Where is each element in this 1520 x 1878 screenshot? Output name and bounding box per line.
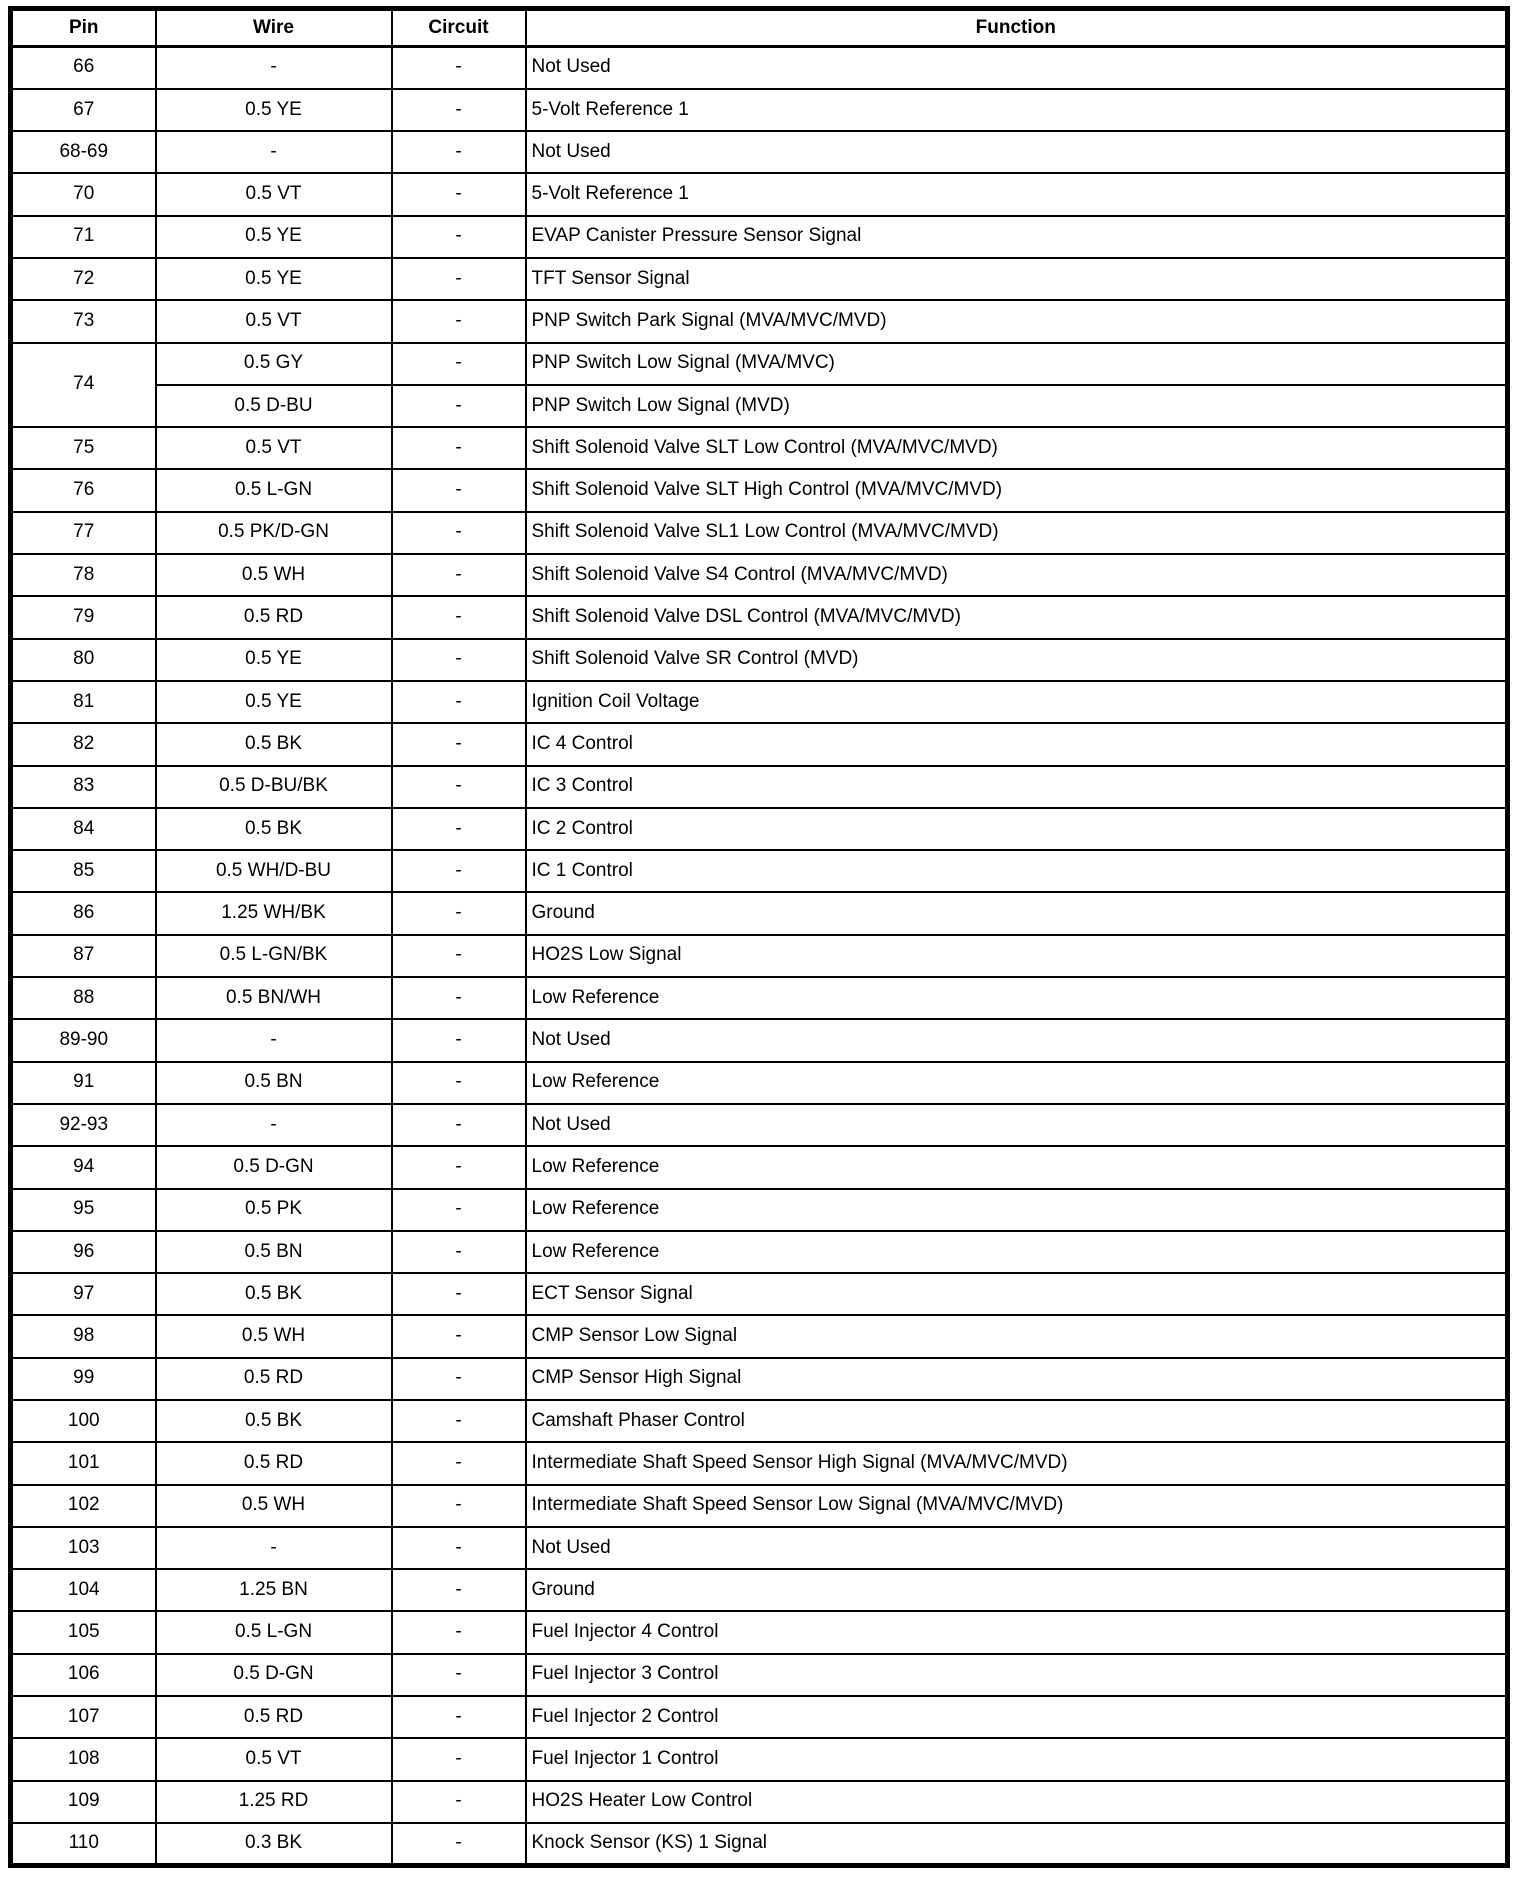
pin-cell: 110 <box>11 1823 156 1866</box>
wire-cell: - <box>156 1019 392 1061</box>
circuit-cell: - <box>392 1358 526 1400</box>
function-cell: 5-Volt Reference 1 <box>526 173 1508 215</box>
circuit-cell: - <box>392 596 526 638</box>
function-cell: Ground <box>526 892 1508 934</box>
pin-cell: 84 <box>11 808 156 850</box>
pin-cell: 95 <box>11 1189 156 1231</box>
column-header-function: Function <box>526 9 1508 47</box>
wire-cell: 0.5 BK <box>156 808 392 850</box>
wire-cell: - <box>156 1104 392 1146</box>
wire-cell: 1.25 BN <box>156 1569 392 1611</box>
wire-cell: 0.5 YE <box>156 216 392 258</box>
table-row <box>11 1611 1508 1653</box>
circuit-cell: - <box>392 469 526 511</box>
circuit-cell: - <box>392 131 526 173</box>
table-row <box>11 766 1508 808</box>
circuit-cell: - <box>392 512 526 554</box>
circuit-cell: - <box>392 173 526 215</box>
pin-cell: 83 <box>11 766 156 808</box>
wire-cell: 0.5 VT <box>156 1738 392 1780</box>
wire-cell: 0.5 RD <box>156 1358 392 1400</box>
circuit-cell: - <box>392 850 526 892</box>
table-row <box>11 681 1508 723</box>
function-cell: TFT Sensor Signal <box>526 258 1508 300</box>
pin-cell: 88 <box>11 977 156 1019</box>
circuit-cell: - <box>392 47 526 89</box>
circuit-cell: - <box>392 1527 526 1569</box>
pin-cell: 89-90 <box>11 1019 156 1061</box>
function-cell: Low Reference <box>526 977 1508 1019</box>
table-row <box>11 427 1508 469</box>
function-cell: ECT Sensor Signal <box>526 1273 1508 1315</box>
circuit-cell: - <box>392 89 526 131</box>
function-cell: Shift Solenoid Valve SL1 Low Control (MVA/MVC/MVD) <box>526 512 1508 554</box>
pin-cell: 73 <box>11 300 156 342</box>
table-row <box>11 892 1508 934</box>
wire-cell: - <box>156 47 392 89</box>
function-cell: HO2S Low Signal <box>526 935 1508 977</box>
circuit-cell: - <box>392 554 526 596</box>
function-cell: HO2S Heater Low Control <box>526 1781 1508 1823</box>
circuit-cell: - <box>392 216 526 258</box>
wire-cell: 0.5 RD <box>156 596 392 638</box>
function-cell: Shift Solenoid Valve SR Control (MVD) <box>526 639 1508 681</box>
function-cell: Camshaft Phaser Control <box>526 1400 1508 1442</box>
table-row <box>11 1189 1508 1231</box>
wire-cell: 0.5 BK <box>156 723 392 765</box>
wire-cell: 0.5 D-GN <box>156 1654 392 1696</box>
pin-cell: 100 <box>11 1400 156 1442</box>
table-row <box>11 554 1508 596</box>
table-row <box>11 1781 1508 1823</box>
function-cell: Intermediate Shaft Speed Sensor High Signal (MVA/MVC/MVD) <box>526 1442 1508 1484</box>
function-cell: Low Reference <box>526 1146 1508 1188</box>
circuit-cell: - <box>392 808 526 850</box>
table-row <box>11 469 1508 511</box>
function-cell: Not Used <box>526 1019 1508 1061</box>
function-cell: CMP Sensor Low Signal <box>526 1315 1508 1357</box>
circuit-cell: - <box>392 1569 526 1611</box>
wire-cell: 0.5 VT <box>156 427 392 469</box>
pin-cell: 72 <box>11 258 156 300</box>
circuit-cell: - <box>392 385 526 427</box>
wire-cell: 0.5 D-BU <box>156 385 392 427</box>
pin-cell: 108 <box>11 1738 156 1780</box>
function-cell: IC 1 Control <box>526 850 1508 892</box>
pin-cell: 74 <box>11 343 156 428</box>
circuit-cell: - <box>392 892 526 934</box>
circuit-cell: - <box>392 427 526 469</box>
pin-cell: 109 <box>11 1781 156 1823</box>
pin-cell: 66 <box>11 47 156 89</box>
wire-cell: 0.5 WH/D-BU <box>156 850 392 892</box>
pin-cell: 99 <box>11 1358 156 1400</box>
table-row <box>11 639 1508 681</box>
circuit-cell: - <box>392 258 526 300</box>
circuit-cell: - <box>392 1781 526 1823</box>
pin-cell: 97 <box>11 1273 156 1315</box>
pin-cell: 71 <box>11 216 156 258</box>
wire-cell: 0.5 WH <box>156 554 392 596</box>
function-cell: Ignition Coil Voltage <box>526 681 1508 723</box>
circuit-cell: - <box>392 977 526 1019</box>
table-row <box>11 850 1508 892</box>
function-cell: Low Reference <box>526 1062 1508 1104</box>
pin-cell: 81 <box>11 681 156 723</box>
table-row <box>11 343 1508 385</box>
function-cell: Fuel Injector 2 Control <box>526 1696 1508 1738</box>
wire-cell: - <box>156 131 392 173</box>
pin-cell: 67 <box>11 89 156 131</box>
pin-cell: 102 <box>11 1485 156 1527</box>
wire-cell: 0.5 D-BU/BK <box>156 766 392 808</box>
function-cell: Intermediate Shaft Speed Sensor Low Signal (MVA/MVC/MVD) <box>526 1485 1508 1527</box>
table-row <box>11 173 1508 215</box>
table-row <box>11 216 1508 258</box>
table-row <box>11 1358 1508 1400</box>
pin-cell: 87 <box>11 935 156 977</box>
table-row <box>11 1442 1508 1484</box>
wire-cell: 0.5 L-GN <box>156 469 392 511</box>
table-row <box>11 1231 1508 1273</box>
pin-cell: 92-93 <box>11 1104 156 1146</box>
pin-cell: 106 <box>11 1654 156 1696</box>
pin-cell: 85 <box>11 850 156 892</box>
pin-cell: 82 <box>11 723 156 765</box>
function-cell: CMP Sensor High Signal <box>526 1358 1508 1400</box>
circuit-cell: - <box>392 1485 526 1527</box>
table-row <box>11 935 1508 977</box>
wire-cell: 0.5 YE <box>156 258 392 300</box>
circuit-cell: - <box>392 1738 526 1780</box>
circuit-cell: - <box>392 1823 526 1866</box>
pin-cell: 79 <box>11 596 156 638</box>
wire-cell: 0.5 D-GN <box>156 1146 392 1188</box>
pin-cell: 107 <box>11 1696 156 1738</box>
table-row <box>11 1527 1508 1569</box>
circuit-cell: - <box>392 723 526 765</box>
table-row <box>11 1485 1508 1527</box>
function-cell: Fuel Injector 3 Control <box>526 1654 1508 1696</box>
function-cell: 5-Volt Reference 1 <box>526 89 1508 131</box>
wire-cell: 0.5 WH <box>156 1485 392 1527</box>
wire-cell: 0.5 BK <box>156 1400 392 1442</box>
table-row <box>11 596 1508 638</box>
wire-cell: 0.5 YE <box>156 89 392 131</box>
circuit-cell: - <box>392 1400 526 1442</box>
circuit-cell: - <box>392 1696 526 1738</box>
table-row <box>11 723 1508 765</box>
table-row <box>11 258 1508 300</box>
circuit-cell: - <box>392 681 526 723</box>
function-cell: Low Reference <box>526 1231 1508 1273</box>
function-cell: Fuel Injector 4 Control <box>526 1611 1508 1653</box>
wire-cell: 0.5 VT <box>156 173 392 215</box>
circuit-cell: - <box>392 1104 526 1146</box>
function-cell: Shift Solenoid Valve SLT High Control (MVA/MVC/MVD) <box>526 469 1508 511</box>
table-row <box>11 385 1508 427</box>
pin-cell: 91 <box>11 1062 156 1104</box>
table-row <box>11 977 1508 1019</box>
wire-cell: 0.5 PK/D-GN <box>156 512 392 554</box>
table-row <box>11 1019 1508 1061</box>
wire-cell: 1.25 WH/BK <box>156 892 392 934</box>
wire-cell: 0.5 YE <box>156 681 392 723</box>
function-cell: Ground <box>526 1569 1508 1611</box>
wire-cell: 0.5 YE <box>156 639 392 681</box>
wire-cell: 0.5 L-GN <box>156 1611 392 1653</box>
pin-cell: 94 <box>11 1146 156 1188</box>
function-cell: Not Used <box>526 1527 1508 1569</box>
function-cell: Shift Solenoid Valve SLT Low Control (MVA/MVC/MVD) <box>526 427 1508 469</box>
table-row <box>11 1315 1508 1357</box>
function-cell: Knock Sensor (KS) 1 Signal <box>526 1823 1508 1866</box>
pin-cell: 104 <box>11 1569 156 1611</box>
wire-cell: 0.5 RD <box>156 1696 392 1738</box>
wire-cell: 0.5 BK <box>156 1273 392 1315</box>
wire-cell: 0.5 WH <box>156 1315 392 1357</box>
circuit-cell: - <box>392 935 526 977</box>
pin-cell: 80 <box>11 639 156 681</box>
pin-cell: 103 <box>11 1527 156 1569</box>
wire-cell: 0.5 BN <box>156 1062 392 1104</box>
wire-cell: 0.5 BN/WH <box>156 977 392 1019</box>
pin-cell: 77 <box>11 512 156 554</box>
column-header-wire: Wire <box>156 9 392 47</box>
pin-cell: 68-69 <box>11 131 156 173</box>
wire-cell: - <box>156 1527 392 1569</box>
table-row <box>11 1654 1508 1696</box>
table-row <box>11 1569 1508 1611</box>
circuit-cell: - <box>392 1611 526 1653</box>
circuit-cell: - <box>392 300 526 342</box>
table-row <box>11 1273 1508 1315</box>
function-cell: IC 4 Control <box>526 723 1508 765</box>
table-row <box>11 808 1508 850</box>
table-row <box>11 300 1508 342</box>
wire-cell: 0.5 GY <box>156 343 392 385</box>
function-cell: Shift Solenoid Valve S4 Control (MVA/MVC/MVD) <box>526 554 1508 596</box>
circuit-cell: - <box>392 1315 526 1357</box>
circuit-cell: - <box>392 639 526 681</box>
circuit-cell: - <box>392 343 526 385</box>
function-cell: PNP Switch Low Signal (MVD) <box>526 385 1508 427</box>
wire-cell: 0.5 L-GN/BK <box>156 935 392 977</box>
wire-cell: 0.5 PK <box>156 1189 392 1231</box>
circuit-cell: - <box>392 1062 526 1104</box>
header-row <box>11 9 1508 47</box>
table-row <box>11 131 1508 173</box>
table-row <box>11 1104 1508 1146</box>
pin-cell: 86 <box>11 892 156 934</box>
function-cell: Fuel Injector 1 Control <box>526 1738 1508 1780</box>
table-row <box>11 89 1508 131</box>
pin-cell: 70 <box>11 173 156 215</box>
wire-cell: 0.5 BN <box>156 1231 392 1273</box>
table-row <box>11 1146 1508 1188</box>
circuit-cell: - <box>392 1442 526 1484</box>
wire-cell: 0.3 BK <box>156 1823 392 1866</box>
function-cell: Not Used <box>526 1104 1508 1146</box>
table-row <box>11 1738 1508 1780</box>
circuit-cell: - <box>392 1273 526 1315</box>
pin-cell: 98 <box>11 1315 156 1357</box>
circuit-cell: - <box>392 1654 526 1696</box>
function-cell: PNP Switch Low Signal (MVA/MVC) <box>526 343 1508 385</box>
function-cell: Not Used <box>526 47 1508 89</box>
table-row <box>11 47 1508 89</box>
column-header-pin: Pin <box>11 9 156 47</box>
table-row <box>11 1823 1508 1866</box>
circuit-cell: - <box>392 766 526 808</box>
pin-cell: 101 <box>11 1442 156 1484</box>
table-row <box>11 1696 1508 1738</box>
function-cell: Shift Solenoid Valve DSL Control (MVA/MVC/MVD) <box>526 596 1508 638</box>
pin-cell: 96 <box>11 1231 156 1273</box>
pin-cell: 78 <box>11 554 156 596</box>
pin-cell: 76 <box>11 469 156 511</box>
pin-cell: 75 <box>11 427 156 469</box>
table-row <box>11 512 1508 554</box>
function-cell: EVAP Canister Pressure Sensor Signal <box>526 216 1508 258</box>
wire-cell: 0.5 VT <box>156 300 392 342</box>
column-header-circuit: Circuit <box>392 9 526 47</box>
function-cell: Not Used <box>526 131 1508 173</box>
function-cell: PNP Switch Park Signal (MVA/MVC/MVD) <box>526 300 1508 342</box>
wire-cell: 0.5 RD <box>156 1442 392 1484</box>
function-cell: Low Reference <box>526 1189 1508 1231</box>
pin-cell: 105 <box>11 1611 156 1653</box>
function-cell: IC 2 Control <box>526 808 1508 850</box>
table-row <box>11 1400 1508 1442</box>
table-body <box>11 47 1508 1866</box>
circuit-cell: - <box>392 1231 526 1273</box>
circuit-cell: - <box>392 1189 526 1231</box>
function-cell: IC 3 Control <box>526 766 1508 808</box>
circuit-cell: - <box>392 1019 526 1061</box>
pinout-table <box>8 6 1510 1868</box>
table-row <box>11 1062 1508 1104</box>
wire-cell: 1.25 RD <box>156 1781 392 1823</box>
circuit-cell: - <box>392 1146 526 1188</box>
